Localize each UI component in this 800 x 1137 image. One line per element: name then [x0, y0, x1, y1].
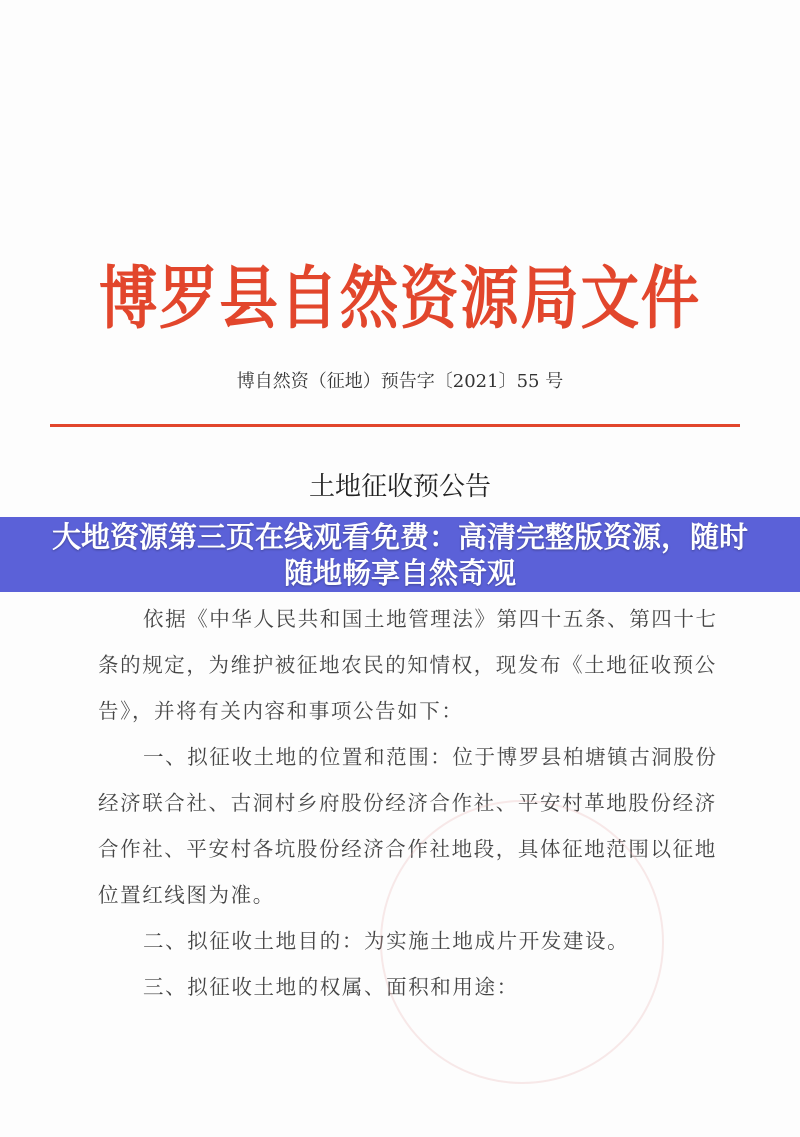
red-divider — [50, 424, 740, 427]
faint-seal-stamp — [380, 800, 664, 1084]
banner-headline: 大地资源第三页在线观看免费：高清完整版资源，随时随地畅享自然奇观 — [51, 519, 748, 590]
document-header-title: 博罗县自然资源局文件 — [98, 259, 701, 339]
title-banner — [0, 517, 800, 592]
notice-title: 土地征收预公告 — [308, 472, 491, 502]
body-line: 合作社、平安村各坑股份经济合作社地段，具体征地范围以征地 — [98, 837, 717, 861]
body-line: 经济联合社、古洞村乡府股份经济合作社、平安村革地股份经济 — [98, 791, 717, 815]
body-line: 一、拟征收土地的位置和范围：位于博罗县柏塘镇古洞股份 — [143, 745, 718, 769]
document-number: 博自然资（征地）预告字〔2021〕55 号 — [236, 371, 564, 392]
body-line: 告》，并将有关内容和事项公告如下： — [98, 699, 464, 723]
body-line: 依据《中华人民共和国土地管理法》第四十五条、第四十七 — [143, 607, 718, 631]
body-line: 条的规定，为维护被征地农民的知情权，现发布《土地征收预公 — [98, 653, 717, 677]
body-line: 二、拟征收土地目的：为实施土地成片开发建设。 — [143, 929, 630, 953]
body-line: 三、拟征收土地的权属、面积和用途： — [143, 975, 519, 999]
body-line: 位置红线图为准。 — [98, 883, 275, 907]
